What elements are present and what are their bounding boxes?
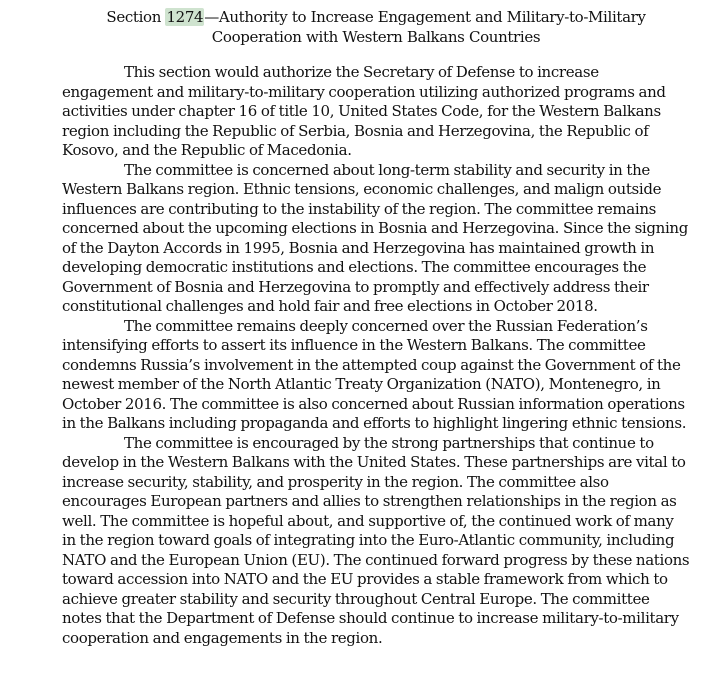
paragraph-stability-concerns: The committee is concerned about long-term stability and security in the Western Balkans region. Ethnic tensions, economic challenges, and malign outside influences are contributing to the instability of the region. The committee remains concerned about the upcoming elections in Bosnia and Herzegovina. Since the signing of the Dayton Accords in 1995, Bosnia and Herzegovina has maintained growth in developing democratic institutions and elections. The committee encourages the Government of Bosnia and Herzegovina to promptly and effectively address their constitutional challenges and hold fair and free elections in October 2018.: [62, 160, 688, 315]
paragraph-russian-influence: The committee remains deeply concerned over the Russian Federation’s intensifying efforts to assert its influence in the Western Balkans. The committee condemns Russia’s involvement in the attempted coup against the Government of the newest member of the North Atlantic Treaty Organization (NATO), Montenegro, in October 2016. The committee is also concerned about Russian information operations in the Balkans including propaganda and efforts to highlight lingering ethnic tensions.: [62, 316, 687, 432]
paragraph-authorization: This section would authorize the Secretary of Defense to increase engagement and military-to-military cooperation utilizing authorized programs and activities under chapter 16 of title 10, United States Code, for the Western Balkans region including the Republic of Serbia, Bosnia and Herzegovina, the Republic of Kosovo, and the Republic of Macedonia.: [62, 63, 666, 159]
section-heading: [62, 8, 690, 47]
section-label: Section: [106, 8, 166, 26]
section-title-line2: Cooperation with Western Balkans Countries: [211, 27, 541, 46]
section-title-line1: —Authority to Increase Engagement and Military-to-Military: [204, 8, 646, 26]
section-number-highlight: 1274: [166, 8, 204, 26]
paragraph-partnerships: The committee is encouraged by the strong partnerships that continue to develop in the Western Balkans with the United States. These partnerships are vital to increase security, stability, and prosperity in the region. The committee also encourages European partners and allies to strengthen relationships in the region as well. The committee is hopeful about, and supportive of, the continued work of many in the region toward goals of integrating into the Euro-Atlantic community, including NATO and the European Union (EU). The continued forward progress by these nations toward accession into NATO and the EU provides a stable framework from which to achieve greater stability and security throughout Central Europe. The committee notes that the Department of Defense should continue to increase military-to-military cooperation and engagements in the region.: [62, 433, 690, 647]
document-page: [62, 8, 690, 648]
